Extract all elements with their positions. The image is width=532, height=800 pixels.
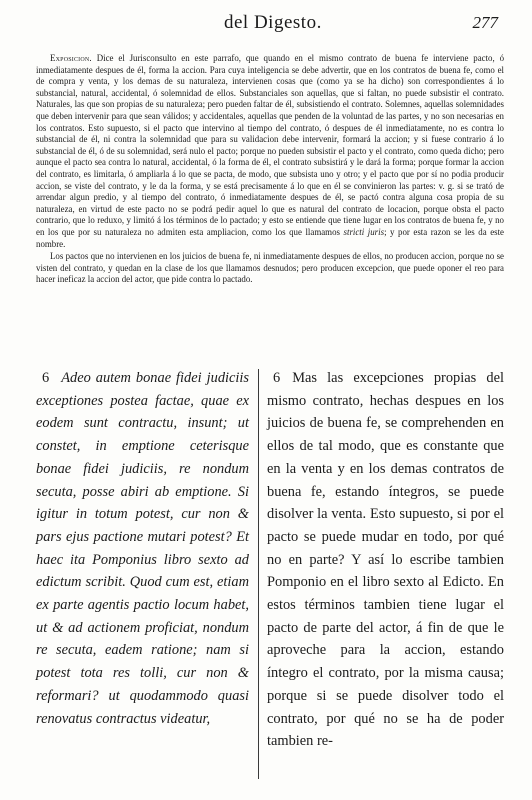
exposition-text-1: Dice el Jurisconsulto en este parrafo, que quando en el mismo contrato de buena fe interviene pacto, ó inmediatamente despues de él, forma la accion. Para cuya inteligencia se debe advertir, que en los contratos de buena fe, como el de compra y venta, y los demas de su naturaleza, intervienen cosas que (como ya se ha dicho) son correspondientes á lo substancial, natural, accidental, ó solemnidad de ellos. Substanciales son aquellas, que si faltan, no puede subsistir el contrato. Naturales, las que son propias de su naturaleza; pero pueden faltar de él, subsistiendo el contrato. Solemnes, aquellas solemnidades que deben intervenir para que sean válidos; y accidentales, aquellas que penden de la voluntad de las partes, y no son necesarias en los contratos. Esto supuesto, si el pacto que intervino al tiempo del contrato, ó despues de él inmediatamente, no es contra lo substancial de él, ni contra la solemnidad que para su validacion debe intervenir, formará la accion; y si fuese contrario á lo substancial de él, ó de su solemnidad, será nulo el pacto; porque no pueden subsistir el pacto y el contrato, como queda dicho; pero aunque el pacto sea contra lo natural, accidental, ó la forma de él, el contrato subsistirá y le dará la forma; porque formar la accion del contrato, es limitarla, ó ampliarla á lo que se pacta, de modo, que subsista uno y otro; y el pacto que por sí no podia producir accion, se viste del contrato, y le da la forma, y se está precisamente á lo que en él se convinieron las partes: v. g. si se trató de arrendar algun predio, y al tiempo del contrato, ó inmediatamente despues de él, se pactó contra alguna cosa propia de su naturaleza, en virtud de este pacto no se podrá pedir aquel lo que es natural del contrato de locacion, porque obsta el pacto contrario, que lo reduxo, y limitó á los términos de lo pactado; y esto se entiende que tiene lugar en los contratos de buena fe, y no en los que por su naturaleza no admiten esta ampliacion, como los que llamamos — [36, 53, 505, 237]
page-number: 277 — [472, 13, 498, 32]
latin-column — [36, 367, 249, 730]
exposition-text-1-end: ; y por esta razon se les da este nombre. — [36, 226, 505, 249]
spanish-text: Mas las excepciones propias del mismo contrato, hechas despues en los juicios de buena fe, se comprehenden en ellos de tal modo, que es constante que en la venta y en los demas contratos de buena fe, estando íntegros, se puede disolver la venta. Esto supuesto, si por el pacto se puede mudar en todo, por qué no en parte? Y así lo escribe tambien Pomponio en el libro sexto al Edicto. En estos términos tambien tiene lugar el pacto de parte del actor, á fin de que le aproveche para la accion, estando íntegro el contrato, por la misma causa; porque si se puede disolver todo el contrato, por qué no se ha de poder tambien re- — [267, 370, 504, 750]
spanish-column — [267, 367, 504, 753]
exposition-paragraph-2: Los pactos que no intervienen en los juicios de buena fe, ni inmediatamente despues de ellos, no producen accion, porque no se visten del contrato, y quedan en la clase de los que llamamos desnudos; pero producen excepcion, que puede oponer el reo para hacer ineficaz la accion del actor, que pide contra lo pactado. — [36, 251, 504, 285]
running-title: del Digesto. — [224, 12, 322, 33]
latin-paragraph — [36, 367, 249, 730]
latin-section-number: 6 — [42, 370, 50, 386]
parallel-columns — [36, 367, 504, 787]
column-divider — [258, 369, 259, 779]
exposition-label: Exposicion. — [50, 53, 92, 63]
stricti-juris-term: stricti juris — [343, 226, 385, 237]
latin-text: Adeo autem bonae fidei judiciis exceptiones postea factae, quae ex eodem sunt contractu, insunt; ut constet, in emptione ceterisque bonae fidei judiciis, re nondum secuta, posse abiri ab emptione. Si igitur in totum potest, cur non & pars ejus pactione mutari potest? Et haec ita Pomponius libro sexto ad edictum scribit. Quod cum est, etiam ex parte agentis pactio locum habet, ut & ad actionem proficiat, nondum re secuta, eadem ratione; nam si potest tota res tolli, cur non & reformari? ut quodammodo quasi renovatus contractus videatur, — [36, 370, 249, 727]
running-header — [36, 6, 504, 46]
spanish-section-number: 6 — [273, 370, 281, 386]
exposition-block — [36, 53, 504, 286]
exposition-paragraph-1 — [36, 53, 504, 250]
spanish-paragraph — [267, 367, 504, 753]
